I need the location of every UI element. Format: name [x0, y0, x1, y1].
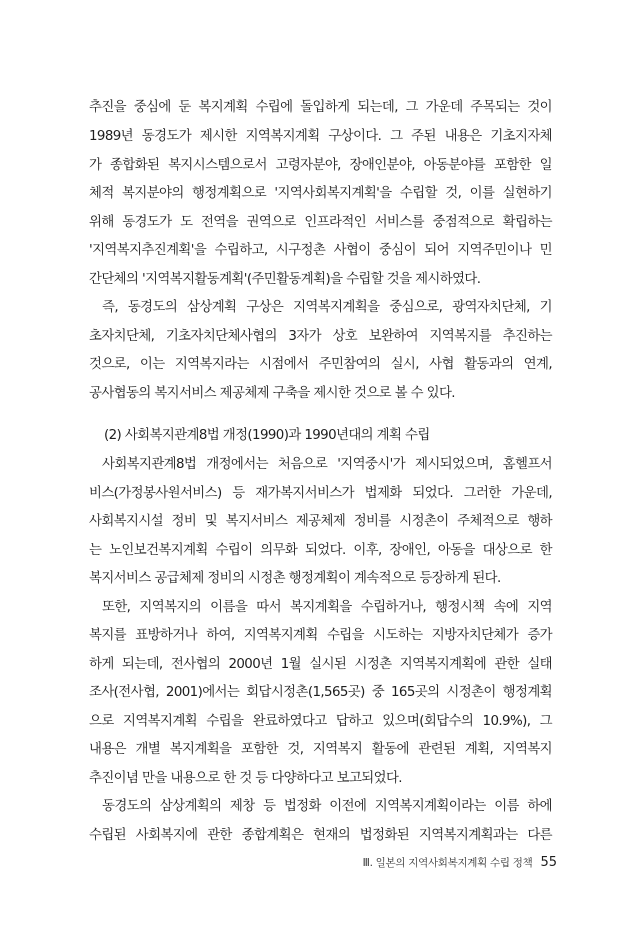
- paragraph-line: 조사(전사협, 2001)에서는 회답시정촌(1,565곳) 중 165곳의 시정촌이 행정계획: [89, 685, 552, 700]
- section-subheading: (2) 사회복지관계8법 개정(1990)과 1990년대의 계획 수립: [104, 428, 430, 443]
- paragraph-line: 것으로, 이는 지역복지라는 시점에서 주민참여의 실시, 사협 활동과의 연계,: [89, 357, 552, 372]
- page-footer: [363, 853, 557, 873]
- paragraph-line: 사회복지관계8법 개정에서는 처음으로 '지역중시'가 제시되었으며, 홈헬프서: [102, 457, 552, 472]
- paragraph-line: 초자치단체, 기초자치단체사협의 3자가 상호 보완하여 지역복지를 추진하는: [89, 329, 552, 344]
- paragraph-line: 위해 동경도가 도 전역을 권역으로 인프라적인 서비스를 중점적으로 확립하는: [89, 215, 552, 230]
- paragraph-line: 하게 되는데, 전사협의 2000년 1월 실시된 시정촌 지역복지계획에 관한 실태: [89, 657, 552, 672]
- page-number: 55: [540, 855, 557, 870]
- paragraph-line: 복지를 표방하거나 하여, 지역복지계획 수립을 시도하는 지방자치단체가 증가: [89, 628, 552, 643]
- footer-section-title: Ⅲ. 일본의 지역사회복지계획 수립 정책: [362, 857, 533, 869]
- paragraph-line: 공사협동의 복지서비스 제공체제 구축을 제시한 것으로 볼 수 있다.: [89, 386, 455, 401]
- paragraph-line: 내용은 개별 복지계획을 포함한 것, 지역복지 활동에 관련된 계획, 지역복지: [89, 742, 552, 757]
- paragraph-line: 간단체의 '지역복지활동계획'(주민활동계획)을 수립할 것을 제시하였다.: [89, 272, 481, 287]
- paragraph-line: 수립된 사회복지에 관한 종합계획은 현재의 법정화된 지역복지계획과는 다른: [89, 828, 552, 843]
- paragraph-line: 비스(가정봉사원서비스) 등 재가복지서비스가 법제화 되었다. 그러한 가운데,: [89, 486, 552, 501]
- paragraph-line: 1989년 동경도가 제시한 지역복지계획 구상이다. 그 주된 내용은 기초지자체: [89, 129, 552, 144]
- paragraph-line: 체적 복지분야의 행정계획으로 '지역사회복지계획'을 수립할 것, 이를 실현하기: [89, 186, 552, 201]
- paragraph-line: 으로 지역복지계획 수립을 완료하였다고 답하고 있으며(회답수의 10.9%), 그: [89, 714, 552, 729]
- paragraph-line: '지역복지추진계획'을 수립하고, 시구정촌 사협이 중심이 되어 지역주민이나 민: [89, 243, 552, 258]
- paragraph-line: 동경도의 삼상계획의 제창 등 법정화 이전에 지역복지계획이라는 이름 하에: [102, 799, 552, 814]
- paragraph-line: 추진이념 만을 내용으로 한 것 등 다양하다고 보고되었다.: [89, 771, 402, 786]
- paragraph-line: 또한, 지역복지의 이름을 따서 복지계획을 수립하거나, 행정시책 속에 지역: [102, 600, 552, 615]
- paragraph-line: 는 노인보건복지계획 수립이 의무화 되었다. 이후, 장애인, 아동을 대상으로 한: [89, 543, 552, 558]
- paragraph-line: 복지서비스 공급체제 정비의 시정촌 행정계획이 계속적으로 등장하게 된다.: [89, 571, 501, 586]
- paragraph-line: 추진을 중심에 둔 복지계획 수립에 돌입하게 되는데, 그 가운데 주목되는 것이: [89, 100, 552, 115]
- paragraph-line: 사회복지시설 정비 및 복지서비스 제공체제 정비를 시정촌이 주체적으로 행하: [89, 514, 552, 529]
- paragraph-line: 가 종합화된 복지시스템으로서 고령자분야, 장애인분야, 아동분야를 포함한 일: [89, 158, 552, 173]
- paragraph-line: 즉, 동경도의 삼상계획 구상은 지역복지계획을 중심으로, 광역자치단체, 기: [102, 300, 552, 315]
